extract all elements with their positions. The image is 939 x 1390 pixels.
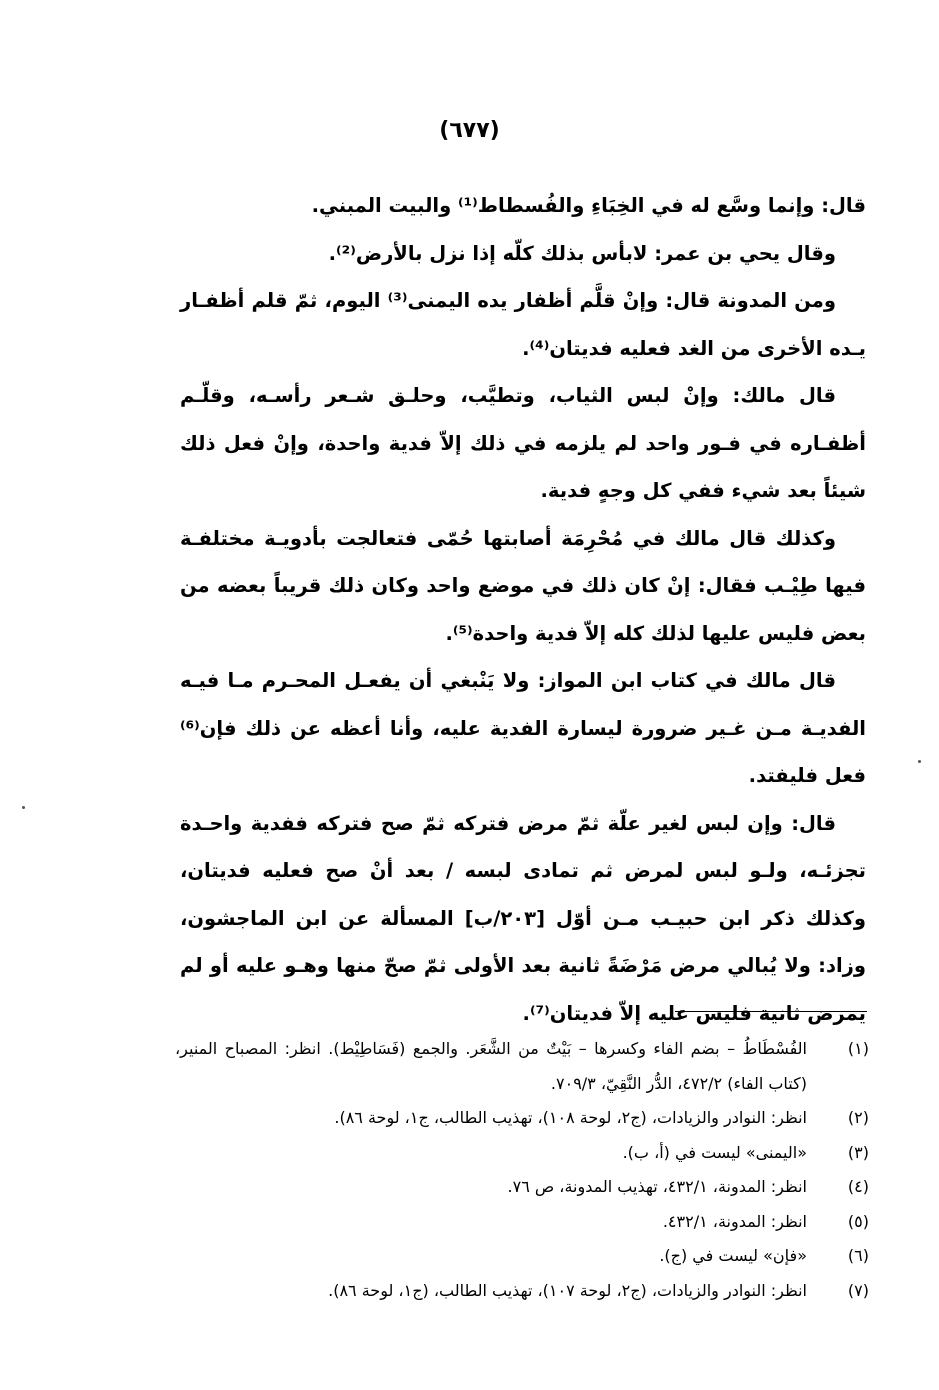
footnote-text: الفُسْطَاطُ – بضم الفاء وكسرها – بَيْتٌ من الشَّعَر. والجمع (فَسَاطِيْط). انظر: المصباح المنير، (كتاب الفاء) ٤٧٢/٢، الدُّر النَّقِيّ، ٧٠٩/٣. <box>175 1039 807 1093</box>
paragraph: ومن المدونة قال: وإنْ قلَّم أظفار يده اليمنى⁽³⁾ اليوم، ثمّ قلم أظفـار يـده الأخرى من الغد فعليه فديتان⁽⁴⁾. <box>180 289 866 360</box>
footnote <box>175 1136 869 1171</box>
footnote-number: (٦) <box>847 1246 869 1265</box>
footnote-text: انظر: المدونة، ٤٣٢/١، تهذيب المدونة، ص ٧٦. <box>507 1177 807 1196</box>
page-number: (٦٧٧) <box>439 118 500 143</box>
footnotes <box>175 1032 869 1308</box>
main-text <box>180 182 866 1037</box>
paragraph: قال مالك: وإنْ لبس الثياب، وتطيَّب، وحلـق شـعر رأسـه، وقلّـم أظفـاره في فـور واحد لم يلزمه في ذلك إلاّ فدية واحدة، وإنْ فعل ذلك شيئاً بعد شيء ففي كل وجهٍ فدية. <box>180 384 866 502</box>
footnote-number: (٥) <box>847 1211 869 1231</box>
paragraph: وقال يحي بن عمر: لابأس بذلك كلّه إذا نزل بالأرض⁽²⁾. <box>328 241 836 265</box>
footnote-number: (٣) <box>847 1142 869 1162</box>
paragraph: قال مالك في كتاب ابن المواز: ولا يَنْبغي أن يفعـل المحـرم مـا فيـه الفديـة مـن غـير ضرورة ليسارة الفدية عليه، وأنا أعظه عن ذلك فإن⁽⁶⁾ فعل فليفتد. <box>180 669 866 787</box>
footnote-number: (١) <box>847 1039 869 1058</box>
footnote-text: انظر: النوادر والزيادات، (ج٢، لوحة ١٠٨)، تهذيب الطالب، ج١، لوحة ٨٦). <box>334 1108 807 1127</box>
footnote <box>175 1101 869 1136</box>
footnote-text: «فإن» ليست في (ج). <box>659 1246 807 1265</box>
footnote <box>175 1205 869 1240</box>
footnote-text: انظر: النوادر والزيادات، (ج٢، لوحة ١٠٧)، تهذيب الطالب، (ج١، لوحة ٨٦). <box>328 1280 807 1300</box>
footnote-number: (٧) <box>847 1280 869 1300</box>
footnote <box>175 1239 869 1274</box>
footnote-number: (٢) <box>847 1108 869 1127</box>
footnote-number: (٤) <box>847 1177 869 1196</box>
footnote <box>175 1274 869 1309</box>
paragraph: وكذلك قال مالك في مُحْرِمَة أصابتها حُمّى فتعالجت بأدويـة مختلفـة فيها طِيْـب فقال: إنْ كان ذلك في موضع واحد وكان ذلك قريباً بعضه من بعض فليس عليها لذلك كله إلاّ فدية واحدة⁽⁵⁾. <box>180 526 866 645</box>
footnote-text: «اليمنى» ليست في (أ، ب). <box>622 1142 807 1162</box>
footnote <box>175 1032 869 1101</box>
paragraph: قال: وإن لبس لغير علّة ثمّ مرض فتركه ثمّ صح فتركه ففدية واحـدة تجزئـه، ولـو لبس لمرض ثم تمادى لبسه / بعد أنْ صح فعليه فديتان، وكذلك ذكر ابن حبيـب مـن أوّل [٢٠٣/ب] المسألة عن ابن الماجشون، وزاد: ولا يُبالي مرض مَرْضَةً ثانية بعد الأولى ثمّ صحّ منها وهـو عليه أو لم يمرض ثانية فليس عليه إلاّ فديتان⁽⁷⁾. <box>180 811 866 1025</box>
footnote-text: انظر: المدونة، ٤٣٢/١. <box>662 1211 807 1231</box>
footnote <box>175 1170 869 1205</box>
scan-speck <box>22 806 25 809</box>
footnote-separator <box>675 1011 867 1012</box>
paragraph: قال: وإنما وسَّع له في الخِبَاءِ والفُسطاط⁽¹⁾ والبيت المبني. <box>311 194 866 217</box>
scan-speck <box>918 760 921 763</box>
